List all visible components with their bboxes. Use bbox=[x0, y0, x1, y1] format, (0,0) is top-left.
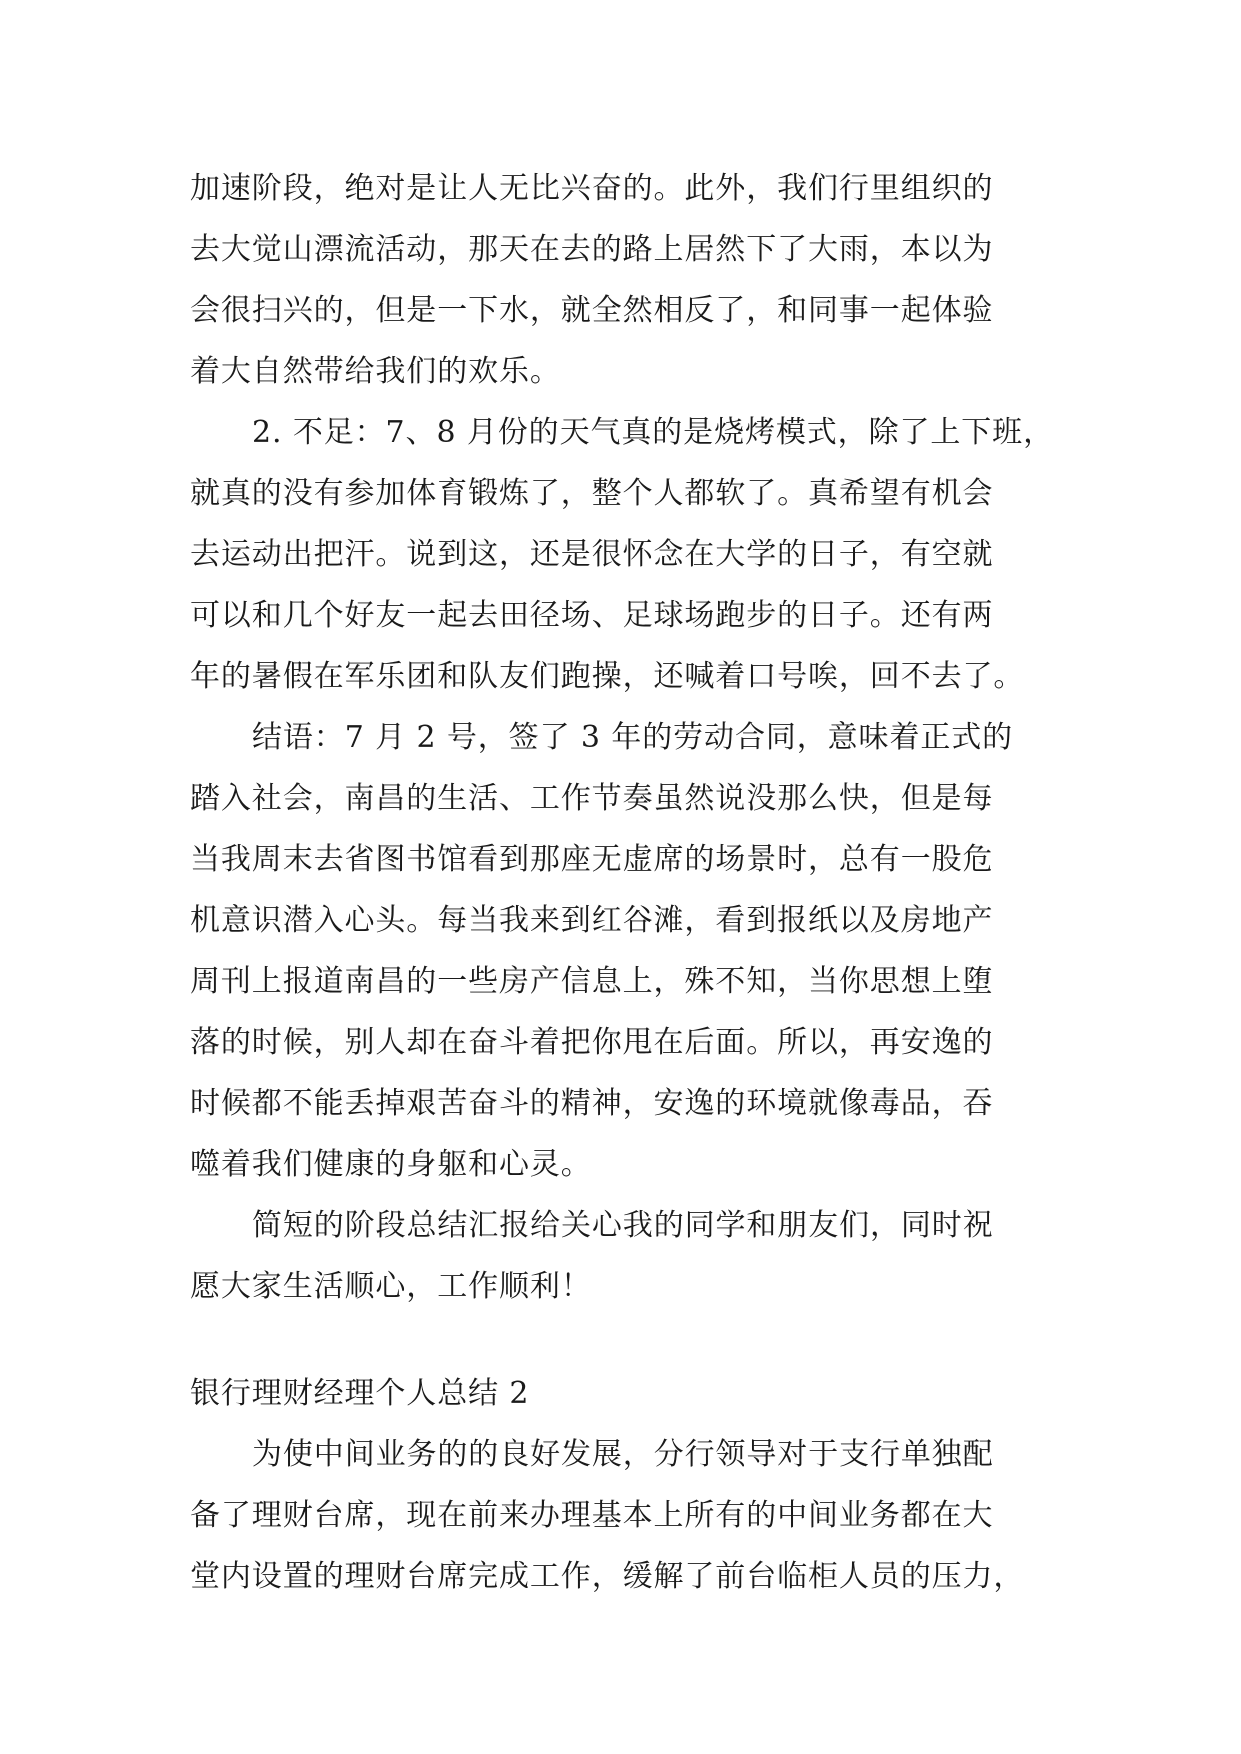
text-line: 踏入社会，南昌的生活、工作节奏虽然说没那么快，但是每 bbox=[190, 781, 994, 816]
paragraph-shortcomings bbox=[190, 402, 1052, 707]
text-line: 周刊上报道南昌的一些房产信息上，殊不知，当你思想上堕 bbox=[190, 964, 994, 999]
text-line: 结语：7 月 2 号，签了 3 年的劳动合同，意味着正式的 bbox=[252, 720, 1014, 755]
text-line: 着大自然带给我们的欢乐。 bbox=[190, 354, 561, 389]
text-line: 备了理财台席，现在前来办理基本上所有的中间业务都在大 bbox=[190, 1498, 994, 1533]
text-line: 可以和几个好友一起去田径场、足球场跑步的日子。还有两 bbox=[190, 598, 994, 633]
text-line: 加速阶段，绝对是让人无比兴奋的。此外，我们行里组织的 bbox=[190, 171, 994, 206]
paragraph-conclusion bbox=[190, 707, 1052, 1195]
text-line: 愿大家生活顺心，工作顺利！ bbox=[190, 1269, 592, 1304]
paragraph-continuation bbox=[190, 158, 1052, 402]
text-line: 为使中间业务的的良好发展，分行领导对于支行单独配 bbox=[252, 1437, 994, 1472]
paragraph-section-intro bbox=[190, 1424, 1052, 1607]
text-line: 当我周末去省图书馆看到那座无虚席的场景时，总有一股危 bbox=[190, 842, 994, 877]
text-line: 机意识潜入心头。每当我来到红谷滩，看到报纸以及房地产 bbox=[190, 903, 994, 938]
text-line: 落的时候，别人却在奋斗着把你甩在后面。所以，再安逸的 bbox=[190, 1025, 994, 1060]
text-line: 年的暑假在军乐团和队友们跑操，还喊着口号唉，回不去了。 bbox=[190, 659, 1025, 694]
text-line: 堂内设置的理财台席完成工作，缓解了前台临柜人员的压力， bbox=[190, 1559, 1025, 1594]
section-spacer bbox=[190, 1317, 1052, 1363]
section-heading: 银行理财经理个人总结 2 bbox=[190, 1376, 530, 1411]
text-line: 简短的阶段总结汇报给关心我的同学和朋友们，同时祝 bbox=[252, 1208, 994, 1243]
text-line: 去运动出把汗。说到这，还是很怀念在大学的日子，有空就 bbox=[190, 537, 994, 572]
text-line: 噬着我们健康的身躯和心灵。 bbox=[190, 1147, 592, 1182]
text-line: 去大觉山漂流活动，那天在去的路上居然下了大雨，本以为 bbox=[190, 232, 994, 267]
text-line: 2. 不足：7、8 月份的天气真的是烧烤模式，除了上下班， bbox=[252, 415, 1054, 450]
text-line: 会很扫兴的，但是一下水，就全然相反了，和同事一起体验 bbox=[190, 293, 994, 328]
paragraph-closing bbox=[190, 1195, 1052, 1317]
document-body bbox=[190, 158, 1052, 1607]
text-line: 就真的没有参加体育锻炼了，整个人都软了。真希望有机会 bbox=[190, 476, 994, 511]
text-line: 时候都不能丢掉艰苦奋斗的精神，安逸的环境就像毒品，吞 bbox=[190, 1086, 994, 1121]
